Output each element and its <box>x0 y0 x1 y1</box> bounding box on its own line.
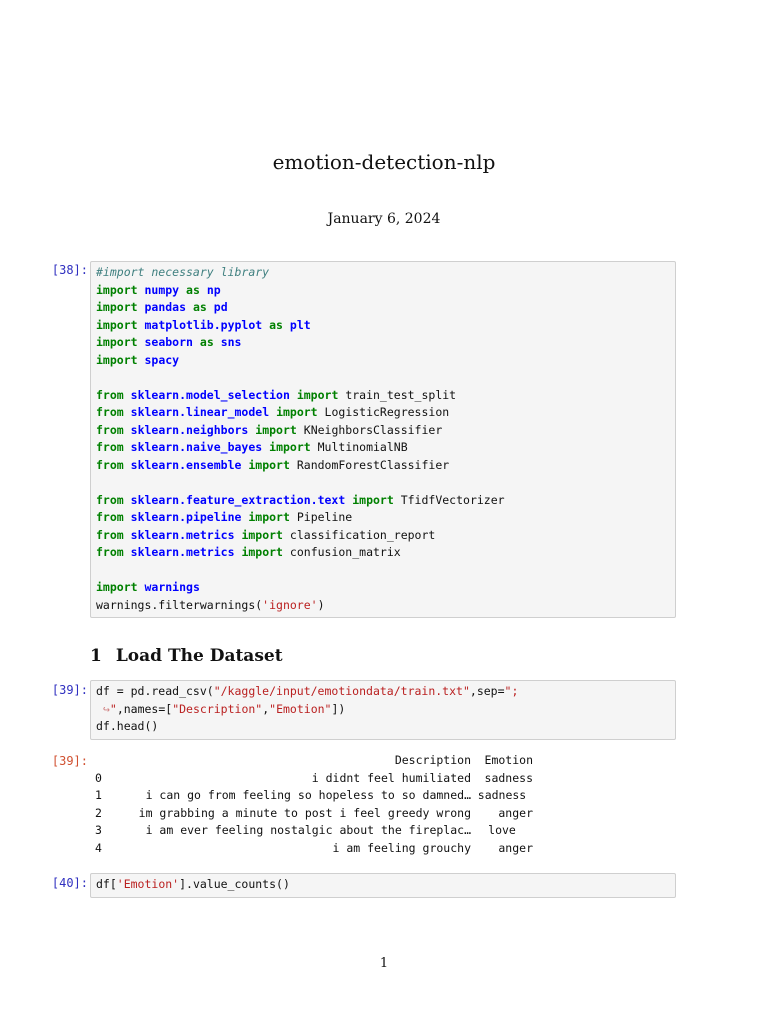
code-cell-40[interactable] <box>90 873 676 898</box>
code-token: as <box>192 300 207 314</box>
code-token: from <box>96 457 124 472</box>
code-line <box>96 683 670 701</box>
code-token: i am ever feeling nostalgic about the fireplac… <box>145 823 471 837</box>
code-token: as <box>269 317 283 332</box>
code-token: ,names=[ <box>116 701 173 716</box>
code-token: ,sep= <box>469 684 505 698</box>
code-token: from <box>96 440 124 454</box>
code-token: from <box>96 387 124 402</box>
comment: #import necessary library <box>96 265 270 279</box>
blank-line <box>96 474 670 492</box>
table-row <box>95 805 533 823</box>
code-token: import <box>241 545 283 559</box>
code-token: confusion_matrix <box>289 545 401 559</box>
code-line <box>96 544 670 562</box>
code-token: warnings <box>144 580 200 594</box>
dataframe-table <box>95 752 533 857</box>
code-token: from <box>96 422 124 437</box>
code-token: 2 <box>95 805 102 820</box>
code-token: sklearn.pipeline <box>130 510 242 524</box>
line-continuation-icon: ↪ <box>102 701 110 716</box>
code-token: " <box>109 701 117 716</box>
code-token: sklearn.metrics <box>130 545 235 559</box>
code-token: 1 <box>90 646 102 666</box>
code-token: sklearn.feature_extraction.text <box>130 492 346 507</box>
code-line <box>96 352 670 370</box>
code-token: import <box>296 387 339 402</box>
code-token: np <box>206 282 221 297</box>
code-token: KNeighborsClassifier <box>303 422 443 437</box>
code-token: seaborn <box>144 335 193 349</box>
cell-38-prompt: [38]: <box>51 263 88 277</box>
column-header: Emotion <box>484 753 533 767</box>
code-token: love <box>488 823 516 837</box>
table-row <box>95 822 533 840</box>
code-token: Pipeline <box>296 510 353 524</box>
code-token: 3 <box>95 823 102 837</box>
code-token: RandomForestClassifier <box>296 457 450 472</box>
code-line <box>96 718 670 736</box>
code-cell-38[interactable] <box>90 261 676 618</box>
code-token: im grabbing a minute to post i feel greedy wrong <box>138 805 471 820</box>
code-token: import <box>248 510 290 524</box>
section-heading <box>90 646 283 666</box>
cell-39-prompt: [39]: <box>51 683 88 697</box>
table-row <box>95 787 533 805</box>
code-token: MultinomialNB <box>317 440 408 454</box>
code-line <box>96 509 670 527</box>
code-token: import <box>96 282 138 297</box>
code-line <box>96 876 670 894</box>
code-token: "Description" <box>172 701 263 716</box>
code-token: "; <box>504 684 519 698</box>
code-token: import <box>96 317 138 332</box>
document-date: January 6, 2024 <box>327 211 441 227</box>
code-token: i didnt feel humiliated <box>311 770 471 785</box>
code-line <box>96 404 670 422</box>
code-token: 1 <box>95 788 102 802</box>
code-token: sklearn.neighbors <box>130 422 249 437</box>
code-token: sklearn.model_selection <box>130 387 290 402</box>
code-token: import <box>96 580 138 594</box>
code-token: i am feeling grouchy <box>332 840 471 855</box>
code-line <box>96 299 670 317</box>
code-token: sklearn.linear_model <box>130 405 270 419</box>
code-line <box>96 317 670 335</box>
code-token: TfidfVectorizer <box>400 492 505 507</box>
code-token: LogisticRegression <box>324 405 450 419</box>
code-token: "/kaggle/input/emotiondata/train.txt" <box>213 684 470 698</box>
code-token: sklearn.metrics <box>130 527 235 542</box>
blank-line <box>96 369 670 387</box>
code-token: spacy <box>144 352 180 367</box>
cell-40-prompt: [40]: <box>51 876 88 890</box>
code-token: sadness <box>484 770 533 785</box>
code-token: warnings.filterwarnings( <box>96 597 263 612</box>
code-token: "Emotion" <box>269 701 332 716</box>
page-number: 1 <box>379 956 389 971</box>
code-token: anger <box>498 840 533 855</box>
code-token: ) <box>317 597 325 612</box>
code-token: 0 <box>95 770 102 785</box>
code-token: classification_report <box>289 527 436 542</box>
code-token: sklearn.naive_bayes <box>130 440 263 454</box>
code-token: df.head() <box>96 719 159 733</box>
code-line <box>96 282 670 300</box>
code-token: sklearn.ensemble <box>130 457 242 472</box>
code-token: ]) <box>331 701 346 716</box>
code-token: import <box>276 405 318 419</box>
table-header-row <box>95 752 533 770</box>
code-line <box>96 264 670 282</box>
code-token: pandas <box>144 300 187 314</box>
table-row <box>95 840 533 858</box>
code-token: import <box>241 527 283 542</box>
code-line <box>96 334 670 352</box>
code-line <box>96 387 670 405</box>
code-token: pd <box>213 300 228 314</box>
code-token: i can go from feeling so hopeless to so damned… <box>145 788 471 802</box>
code-token: import <box>269 440 311 454</box>
code-token: import <box>255 422 297 437</box>
code-token: import <box>96 300 138 314</box>
code-token: from <box>96 510 124 524</box>
code-token: from <box>96 405 124 419</box>
code-line <box>96 579 670 597</box>
code-token: ].value_counts() <box>179 877 290 891</box>
output-39-prompt: [39]: <box>51 754 88 768</box>
code-token: as <box>186 282 200 297</box>
code-token: matplotlib.pyplot <box>144 317 263 332</box>
code-token: sns <box>220 335 242 349</box>
code-token: plt <box>289 317 311 332</box>
code-cell-39[interactable] <box>90 680 676 740</box>
code-token: anger <box>498 805 533 820</box>
code-token: from <box>96 545 124 559</box>
code-token: from <box>96 527 124 542</box>
code-token: df = pd.read_csv( <box>96 684 214 698</box>
code-line <box>96 422 670 440</box>
code-line <box>96 597 670 615</box>
code-token: Load The Dataset <box>115 646 283 666</box>
document-title: emotion-detection-nlp <box>272 150 496 174</box>
code-line <box>96 701 670 719</box>
code-token: from <box>96 492 124 507</box>
code-token: import <box>96 335 138 349</box>
blank-line <box>96 562 670 580</box>
code-token: import <box>96 352 138 367</box>
code-token: , <box>262 701 270 716</box>
code-token: 'Emotion' <box>116 877 180 891</box>
code-token: as <box>199 335 214 349</box>
code-token: import <box>352 492 394 507</box>
code-token: train_test_split <box>345 387 457 402</box>
column-header: Description <box>394 753 471 767</box>
table-row <box>95 770 533 788</box>
code-token: sadness <box>477 788 527 802</box>
code-line <box>96 457 670 475</box>
code-line <box>96 527 670 545</box>
code-token: df[ <box>96 877 117 891</box>
code-line <box>96 492 670 510</box>
dataframe-output <box>95 752 555 857</box>
code-line <box>96 439 670 457</box>
code-token: 'ignore' <box>262 597 318 612</box>
code-token: 4 <box>95 840 102 855</box>
code-token: import <box>248 457 290 472</box>
code-token: numpy <box>144 282 180 297</box>
